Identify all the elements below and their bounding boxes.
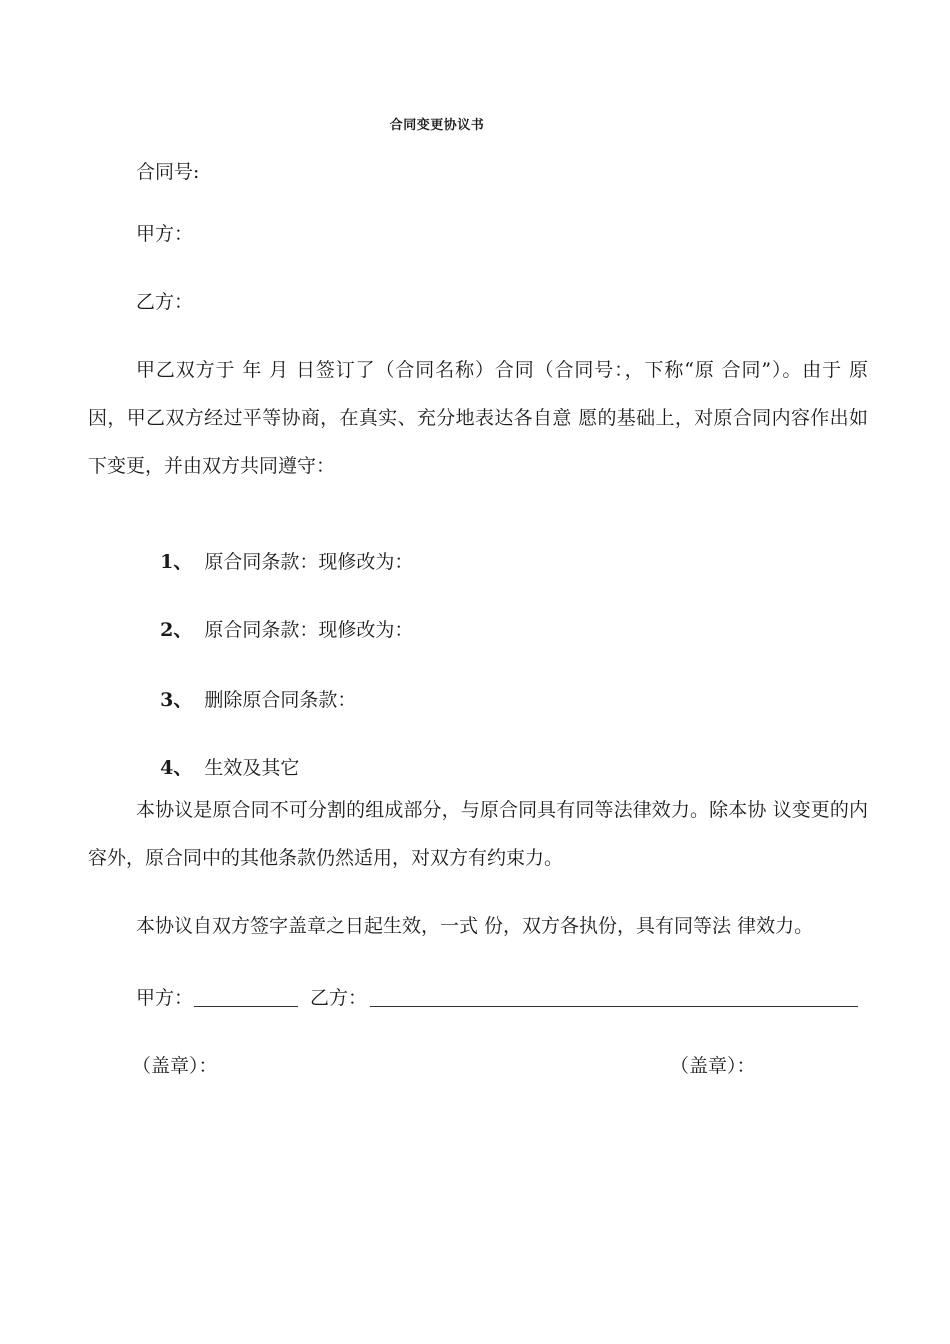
signature-party-b-label: 乙方：	[310, 987, 368, 1009]
list-item-text: 原合同条款：现修改为：	[204, 551, 414, 573]
document-title: 合同变更协议书	[389, 118, 485, 133]
list-item-text: 删除原合同条款：	[204, 689, 357, 711]
intro-paragraph: 甲乙双方于 年 月 日签订了（合同名称）合同（合同号：，下称“原 合同”）。由于 原因，甲乙双方经过平等协商，在真实、充分地表达各自意 愿的基础上，对原合同内容作出如下变更，并由双方共同遵守：	[88, 359, 868, 477]
effect-paragraph-2: 本协议自双方签字盖章之日起生效，一式 份，双方各执份，具有同等法 律效力。	[136, 915, 814, 937]
list-item-number: 2、	[160, 619, 193, 641]
list-item-number: 4、	[160, 757, 193, 779]
contract-number-label: 合同号:	[136, 161, 200, 183]
party-a-label: 甲方：	[136, 223, 194, 245]
list-item	[136, 526, 413, 598]
party-b-label: 乙方：	[136, 291, 194, 313]
seal-party-b: （盖章）：	[670, 1055, 756, 1077]
list-item-text: 原合同条款：现修改为：	[204, 619, 414, 641]
signature-line-party-b	[370, 1006, 858, 1007]
list-item-number: 1、	[160, 551, 193, 573]
effect-paragraph: 本协议是原合同不可分割的组成部分，与原合同具有同等法律效力。除本协 议变更的内容外，原合同中的其他条款仍然适用，对双方有约束力。	[88, 799, 868, 869]
signature-party-a-label: 甲方：	[136, 987, 194, 1009]
seal-party-a: （盖章）：	[132, 1055, 218, 1077]
signature-row	[136, 986, 866, 1010]
list-item	[136, 664, 356, 736]
list-item-text: 生效及其它	[204, 757, 300, 779]
signature-line-party-a	[194, 1006, 298, 1007]
list-item	[136, 594, 413, 666]
list-item-number: 3、	[160, 689, 193, 711]
